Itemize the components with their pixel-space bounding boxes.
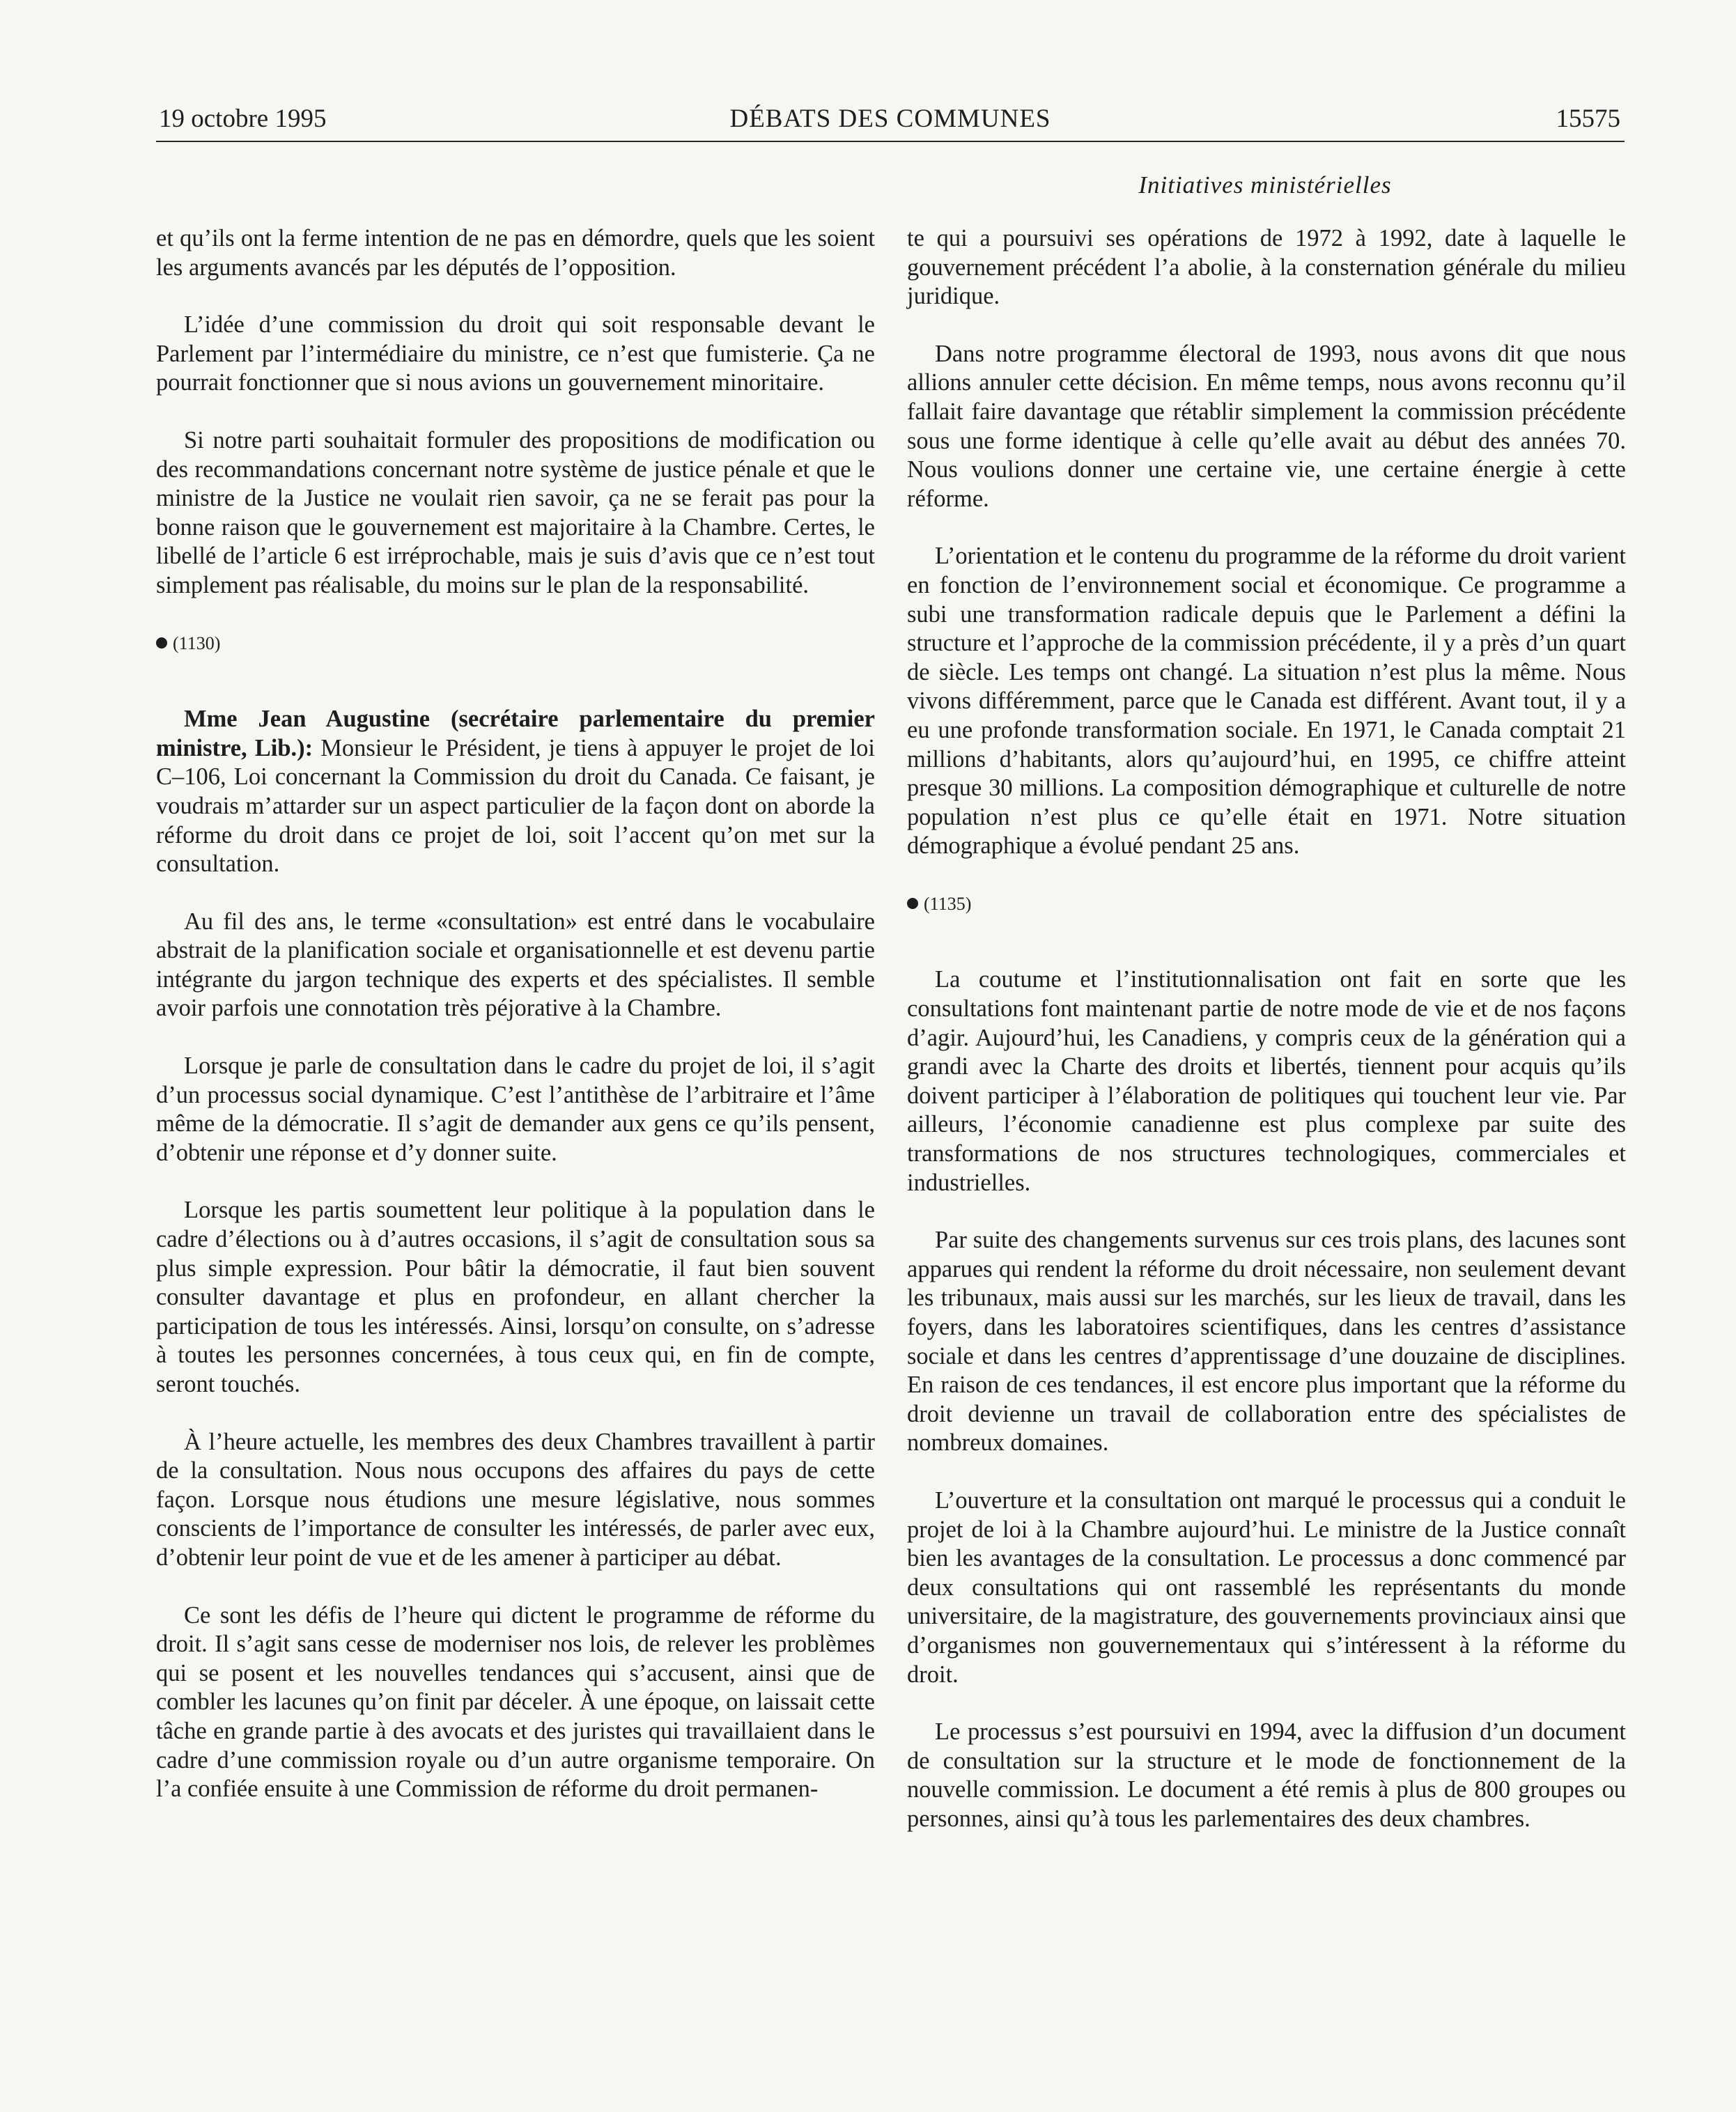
speech-text: Monsieur le Président, je tiens à appuyer le projet de loi C–106, Loi concernant la Commission du droit du Canada. Ce faisant, je voudrais m’attarder sur un aspect particulier de la façon dont on aborde la réforme du droit dans ce projet de loi, soit l’accent qu’on met sur la consultation. — [156, 734, 876, 878]
page-header — [156, 102, 1625, 142]
section-subtitle: Initiatives ministérielles — [1138, 171, 1392, 199]
paragraph: Lorsque je parle de consultation dans le cadre du projet de loi, il s’agit d’un processus social dynamique. C’est l’antithèse de l’arbitraire et l’âme même de la démocratie. Il s’agit de demander aux gens ce qu’ils pensent, d’obtenir une réponse et d’y donner suite. — [156, 1053, 875, 1166]
time-marker-label: (1130) — [173, 632, 221, 653]
bullet-icon — [156, 637, 167, 649]
paragraph: Par suite des changements survenus sur ces trois plans, des lacunes sont apparues qui rendent la réforme du droit nécessaire, non seulement devant les tribunaux, mais aussi sur les marchés, sur les lieux de travail, dans les foyers, dans les laboratoires scientifiques, dans les centres d’assistance sociale et dans les centres d’apprentissage d’une douzaine de disciplines. En raison de ces tendances, il est encore plus important que la réforme du droit devienne un travail de collaboration entre des spécialistes de nombreux domaines. — [907, 1227, 1626, 1457]
paragraph: La coutume et l’institutionnalisation ont fait en sorte que les consultations font maintenant partie de notre mode de vie et de nos façons d’agir. Aujourd’hui, les Canadiens, y compris ceux de la génération qui a grandi avec la Charte des droits et libertés, tiennent pour acquis qu’ils doivent participer à l’élaboration de politiques qui touchent leur vie. Par ailleurs, l’économie canadienne est plus complexe par suite des transformations de nos structures technologiques, commerciales et industrielles. — [907, 966, 1626, 1196]
paragraph: te qui a poursuivi ses opérations de 1972 à 1992, date à laquelle le gouvernement précédent l’a abolie, à la consternation générale du milieu juridique. — [907, 225, 1626, 310]
header-title: DÉBATS DES COMMUNES — [729, 104, 1051, 133]
paragraph: Lorsque les partis soumettent leur politique à la population dans le cadre d’élections ou à d’autres occasions, il s’agit de consultation sous sa plus simple expression. Pour bâtir la démocratie, il faut bien souvent consulter davantage et plus en profondeur, en allant chercher la participation de tous les intéressés. Ainsi, lorsqu’on consulte, on s’adresse à toutes les personnes concernées, à tous ceux qui, en fin de compte, seront touchés. — [156, 1197, 875, 1397]
time-marker — [156, 629, 875, 658]
paragraph: Dans notre programme électoral de 1993, nous avons dit que nous allions annuler cette décision. En même temps, nous avons reconnu qu’il fallait faire davantage que rétablir simplement la commission précédente sous une forme identique à celle qu’elle avait au début des années 70. Nous voulions donner une certaine vie, une certaine énergie à cette réforme. — [907, 340, 1626, 512]
paragraph: Si notre parti souhaitait formuler des propositions de modification ou des recommandations concernant notre système de justice pénale et que le ministre de la Justice ne voulait rien savoir, ça ne se ferait pas pour la bonne raison que le gouvernement est majoritaire à la Chambre. Certes, le libellé de l’article 6 est irréprochable, mais je suis d’avis que ce n’est tout simplement pas réalisable, du moins sur le plan de la responsabilité. — [156, 426, 875, 598]
right-column — [907, 224, 1626, 1863]
paragraph: Au fil des ans, le terme «consultation» est entré dans le vocabulaire abstrait de la planification sociale et organisationnelle et est devenu partie intégrante du jargon technique des experts et des spécialistes. Il semble avoir parfois une connotation très péjorative à la Chambre. — [156, 908, 875, 1022]
bullet-icon — [907, 898, 918, 909]
paragraph: et qu’ils ont la ferme intention de ne pas en démordre, quels que les soient les arguments avancés par les députés de l’opposition. — [156, 225, 875, 281]
paragraph: L’orientation et le contenu du programme de la réforme du droit varient en fonction de l’environnement social et économique. Ce programme a subi une transformation radicale depuis que le Parlement a défini la structure et l’approche de la commission précédente, il y a près d’un quart de siècle. Les temps ont changé. La situation n’est plus la même. Nous vivons différemment, parce que le Canada est différent. Avant tout, il y a eu une profonde transformation sociale. En 1971, le Canada comptait 21 millions d’habitants, alors qu’aujourd’hui, en 1995, ce chiffre atteint presque 30 millions. La composition démographique et culturelle de notre population n’est plus ce qu’elle était en 1971. Notre situation démographique a évolué pendant 25 ans. — [907, 543, 1626, 860]
speaker-paragraph — [156, 705, 875, 879]
time-marker-label: (1135) — [924, 893, 972, 914]
page-number: 15575 — [1556, 104, 1620, 133]
paragraph: Ce sont les défis de l’heure qui dictent le programme de réforme du droit. Il s’agit sans cesse de moderniser nos lois, de relever les problèmes qui se posent et les nouvelles tendances qui s’accusent, ainsi que de combler les lacunes qu’on finit par déceler. À une époque, on laissait cette tâche en grande partie à des avocats et des juristes qui travaillaient dans le cadre d’une commission royale ou d’un autre organisme temporaire. On l’a confiée ensuite à une Commission de réforme du droit permanen- — [156, 1601, 875, 1803]
paragraph: Le processus s’est poursuivi en 1994, avec la diffusion d’un document de consultation sur la structure et le mode de fonctionnement de la nouvelle commission. Le document a été remis à plus de 800 groupes ou personnes, ainsi qu’à tous les parlementaires des deux chambres. — [907, 1718, 1626, 1832]
speaker-name: Mme Jean Augustine (secrétaire parlementaire du premier ministre, Lib.): — [156, 706, 875, 761]
header-date: 19 octobre 1995 — [159, 104, 327, 133]
paragraph: À l’heure actuelle, les membres des deux Chambres travaillent à partir de la consultation. Nous nous occupons des affaires du pays de cette façon. Lorsque nous étudions une mesure législative, nous sommes conscients de l’importance de consulter les intéressés, de parler avec eux, d’obtenir leur point de vue et de les amener à participer au débat. — [156, 1428, 875, 1571]
paragraph: L’idée d’une commission du droit qui soit responsable devant le Parlement par l’intermédiaire du ministre, ce n’est que fumisterie. Ça ne pourrait fonctionner que si nous avions un gouvernement minoritaire. — [156, 311, 875, 396]
left-column — [156, 224, 875, 1833]
time-marker — [907, 890, 1626, 919]
paragraph: L’ouverture et la consultation ont marqué le processus qui a conduit le projet de loi à la Chambre aujourd’hui. Le ministre de la Justice connaît bien les avantages de la consultation. Le processus a donc commencé par deux consultations qui ont rassemblé les représentants du monde universitaire, de la magistrature, des gouvernements provinciaux ainsi que d’organismes non gouvernementaux qui s’intéressent à la réforme du droit. — [907, 1486, 1626, 1688]
